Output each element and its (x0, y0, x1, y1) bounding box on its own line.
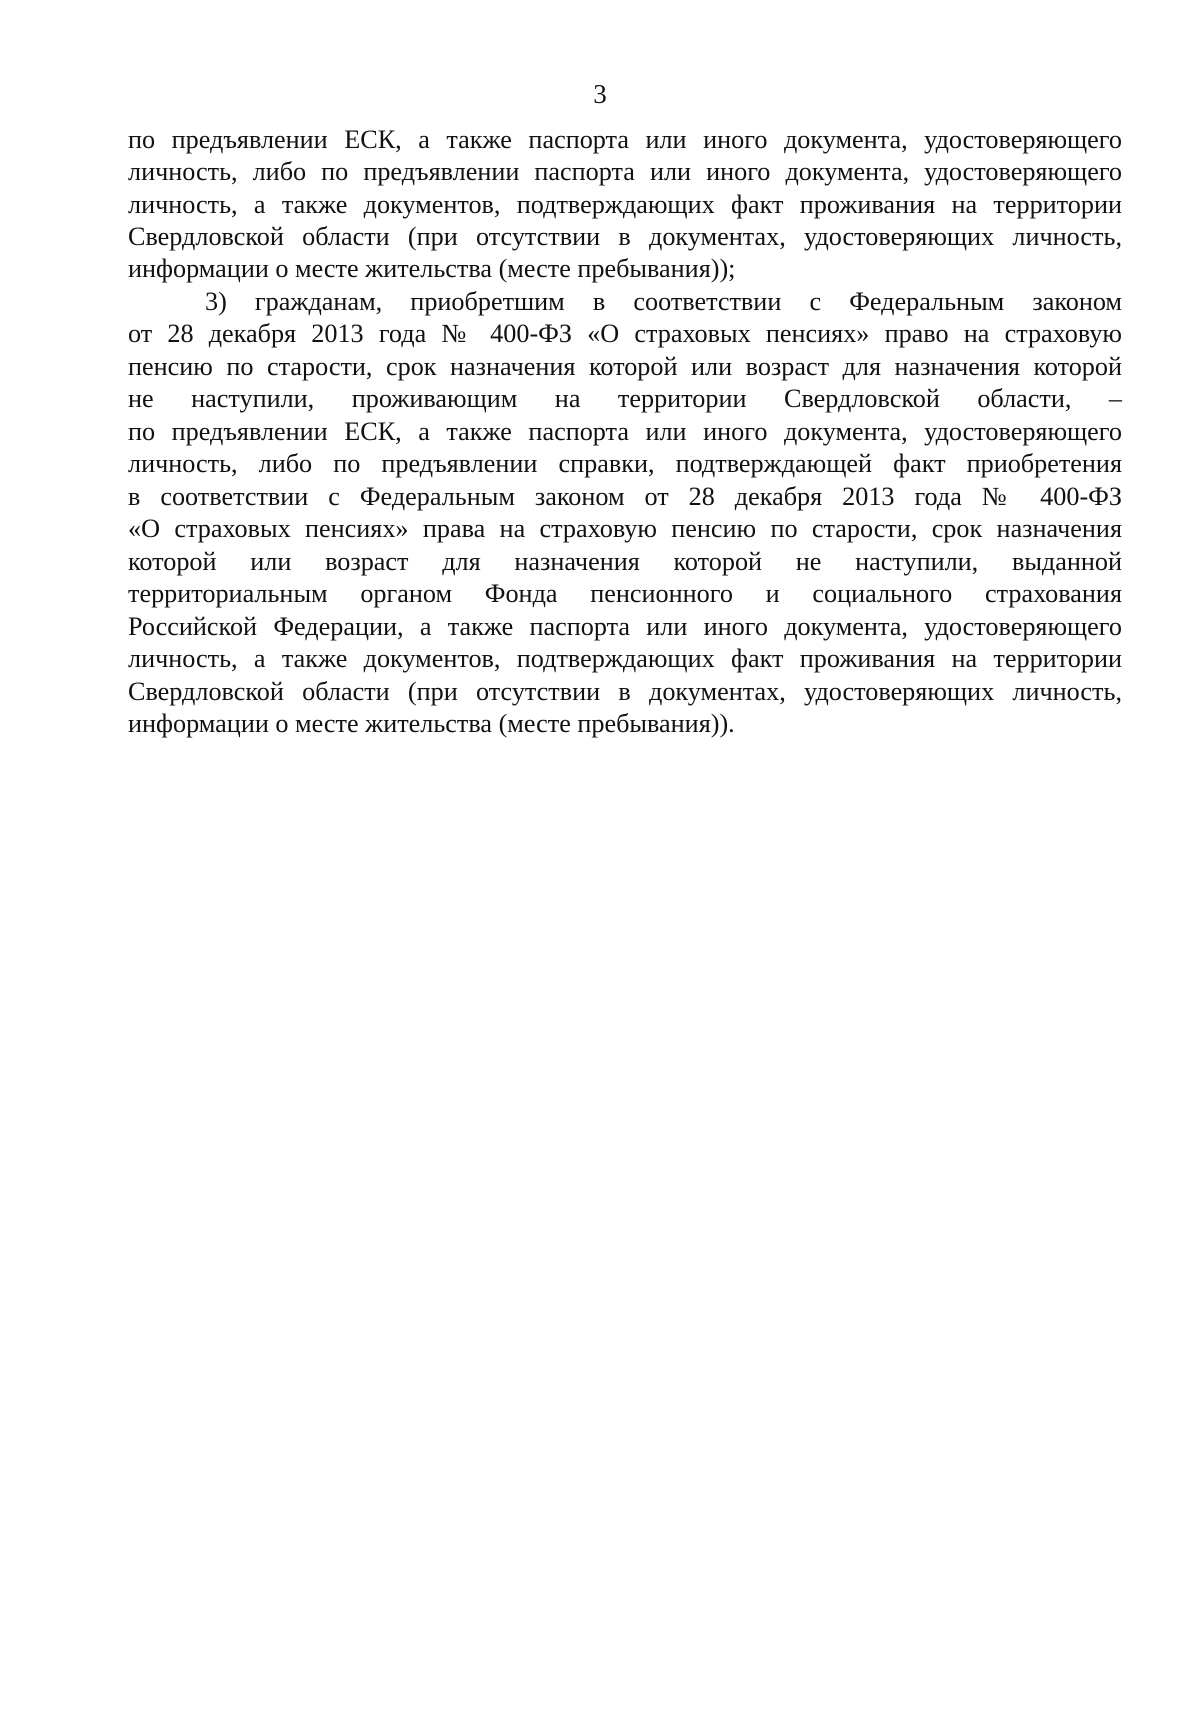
text-line: личность, а также документов, подтверждающих факт проживания на территории (128, 190, 1122, 219)
text-line: Свердловской области (при отсутствии в документах, удостоверяющих личность, (128, 677, 1122, 706)
text-line: «О страховых пенсиях» права на страховую пенсию по старости, срок назначения (128, 514, 1122, 543)
text-line: информации о месте жительства (месте пребывания)). (128, 709, 735, 738)
text-line: от 28 декабря 2013 года № 400-ФЗ «О страховых пенсиях» право на страховую (128, 319, 1122, 348)
text-line: территориальным органом Фонда пенсионного и социального страхования (128, 579, 1122, 608)
text-line: по предъявлении ЕСК, а также паспорта или иного документа, удостоверяющего (128, 125, 1122, 154)
text-line: личность, либо по предъявлении справки, подтверждающей факт приобретения (128, 449, 1122, 478)
text-line: по предъявлении ЕСК, а также паспорта или иного документа, удостоверяющего (128, 417, 1122, 446)
text-line: Российской Федерации, а также паспорта или иного документа, удостоверяющего (128, 612, 1122, 641)
page-number: 3 (593, 79, 607, 109)
paragraph-start-line: 3) гражданам, приобретшим в соответствии с Федеральным законом (205, 287, 1122, 316)
text-line: не наступили, проживающим на территории Свердловской области, – (128, 384, 1122, 413)
text-line: в соответствии с Федеральным законом от 28 декабря 2013 года № 400-ФЗ (128, 482, 1122, 511)
text-line: пенсию по старости, срок назначения которой или возраст для назначения которой (128, 352, 1122, 381)
text-line: личность, либо по предъявлении паспорта или иного документа, удостоверяющего (128, 157, 1122, 186)
text-line: Свердловской области (при отсутствии в документах, удостоверяющих личность, (128, 222, 1122, 251)
text-line: личность, а также документов, подтверждающих факт проживания на территории (128, 644, 1122, 673)
text-line: которой или возраст для назначения которой не наступили, выданной (128, 547, 1122, 576)
text-line: информации о месте жительства (месте пребывания)); (128, 254, 736, 283)
